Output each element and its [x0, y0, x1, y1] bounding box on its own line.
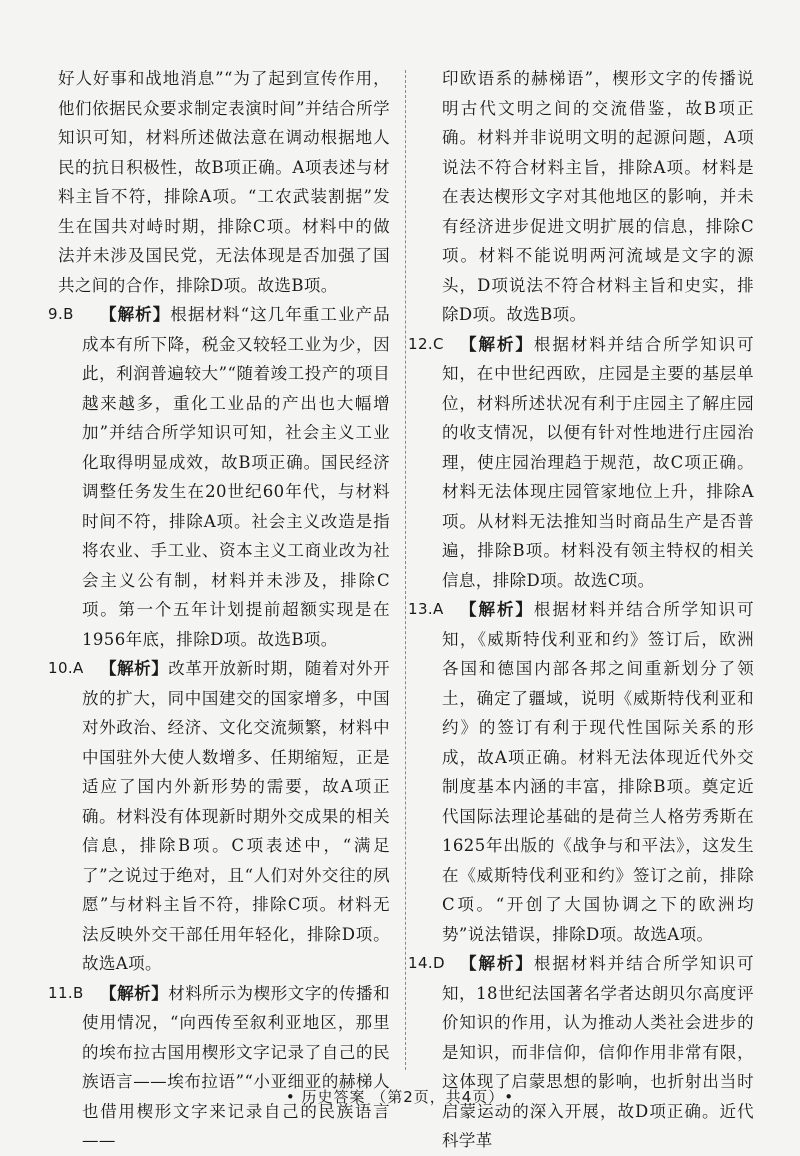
question-number: 10.A	[48, 659, 84, 677]
question-number: 9.B	[48, 305, 74, 323]
analysis-text: 根据材料并结合所学知识可知，《威斯特伐利亚和约》签订后，欧洲各国和德国内部各邦之间重新划分了领土，确定了疆域，说明《威斯特伐利亚和约》的签订有利于现代性国际关系的形成，故A项正确。材料无法体现近代外交制度基本内涵的丰富，排除B项。奠定近代国际法理论基础的是荷兰人格劳秀斯在1625年出版的《战争与和平法》，这发生在《威斯特伐利亚和约》签订之前，排除C项。“开创了大国协调之下的欧洲均势”说法错误，排除D项。故选A项。	[442, 600, 754, 944]
question-number: 14.D	[408, 954, 446, 972]
analysis-tag: 【解析】	[460, 334, 534, 354]
analysis-text: 根据材料并结合所学知识可知，18世纪法国著名学者达朗贝尔高度评价知识的作用，认为推动人类社会进步的是知识，而非信仰，信仰作用非常有限，这体现了启蒙思想的影响，也折射出当时启蒙运动的深入开展，故D项正确。近代科学革	[442, 954, 754, 1150]
answer-item	[48, 300, 390, 654]
continued-paragraph: 好人好事和战地消息”“为了起到宣传作用，他们依据民众要求制定表演时间”并结合所学知识可知，材料所述做法意在调动根据地人民的抗日积极性，故B项正确。A项表述与材料主旨不符，排除A项。“工农武装割据”发生在国共对峙时期，排除C项。材料中的做法并未涉及国民党，无法体现是否加强了国共之间的合作，排除D项。故选B项。	[58, 69, 390, 295]
analysis-text: 改革开放新时期，随着对外开放的扩大，同中国建交的国家增多，中国对外政治、经济、文化交流频繁，材料中中国驻外大使人数增多、任期缩短，正是适应了国内外新形势的需要，故A项正确。材料没有体现新时期外交成果的相关信息，排除B项。C项表述中，“满足了”之说过于绝对，且“人们对外交往的夙愿”与材料主旨不符，排除C项。材料无法反映外交干部任用年轻化，排除D项。故选A项。	[82, 659, 390, 973]
answer-item	[408, 949, 754, 1156]
question-number: 11.B	[48, 983, 84, 1002]
page-footer: • 历史答案 （第2页，共4页）•	[285, 1088, 515, 1106]
analysis-text: 根据材料并结合所学知识可知，在中世纪西欧，庄园是主要的基层单位，材料所述状况有利于庄园主了解庄园的收支情况，以便有针对性地进行庄园治理，使庄园治理趋于规范，故C项正确。材料无法体现庄园管家地位上升，排除A项。从材料无法推知当时商品生产是否普遍，排除B项。材料没有领主特权的相关信息，排除D项。故选C项。	[442, 334, 754, 590]
question-number: 13.A	[408, 600, 444, 618]
answer-item	[48, 979, 390, 1156]
answer-item	[408, 595, 754, 949]
left-column	[48, 64, 390, 1156]
continued-paragraph: 印欧语系的赫梯语”，楔形文字的传播说明古代文明之间的交流借鉴，故B项正确。材料并非说明文明的起源问题，A项说法不符合材料主旨，排除A项。材料是在表达楔形文字对其他地区的影响，并未有经济进步促进文明扩展的信息，排除C项。材料不能说明两河流域是文字的源头，D项说法不符合材料主旨和史实，排除D项。故选B项。	[442, 69, 754, 324]
analysis-text: 材料所示为楔形文字的传播和使用情况，“向西传至叙利亚地区，那里的埃布拉古国用楔形文字记录了自己的民族语言——埃布拉语”“小亚细亚的赫梯人也借用楔形文字来记录自己的民族语言——	[82, 983, 390, 1150]
question-number: 12.C	[408, 334, 444, 353]
answer-item	[48, 654, 390, 979]
analysis-tag: 【解析】	[100, 305, 171, 324]
answer-item	[408, 330, 754, 596]
analysis-tag: 【解析】	[100, 659, 169, 678]
analysis-text: 根据材料“这几年重工业产品成本有所下降，税金又较轻工业为少，因此，利润普遍较大”“随着竣工投产的项目越来越多，重化工业品的产出也大幅增加”并结合所学知识可知，社会主义工业化取得明显成效，故B项正确。国民经济调整任务发生在20世纪60年代，与材料时间不符，排除A项。社会主义改造是指将农业、手工业、资本主义工商业改为社会主义公有制，材料并未涉及，排除C项。第一个五年计划提前超额实现是在1956年底，排除D项。故选B项。	[82, 305, 390, 649]
column-divider	[405, 70, 406, 1070]
analysis-tag: 【解析】	[460, 600, 534, 619]
right-column	[408, 64, 754, 1156]
analysis-tag: 【解析】	[100, 983, 169, 1003]
analysis-tag: 【解析】	[460, 954, 534, 973]
